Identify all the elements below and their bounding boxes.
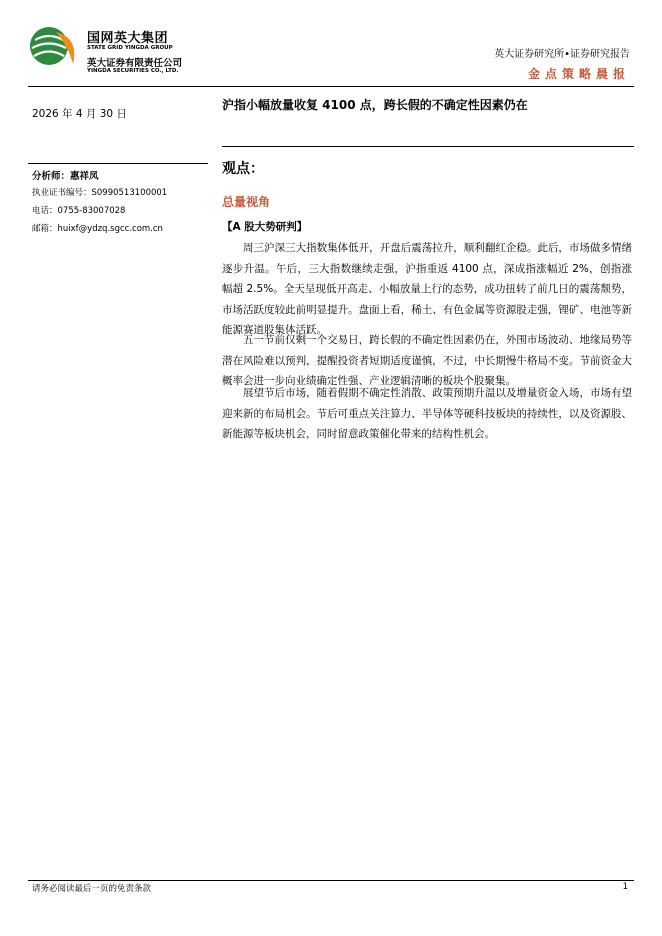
analyst-phone: 电话：0755-83007028 (32, 206, 126, 216)
logo-en-subsidiary: YINGDA SECURITIES CO., LTD. (87, 68, 179, 74)
paragraph-1: 周三沪深三大指数集体低开，开盘后震荡拉升，顺利翻红企稳。此后，市场做多情绪逐步升温。午后，三大指数继续走强，沪指重返 4100 点，深成指涨幅近 2%，创指涨幅超 2.5%。全天呈现低开高走、小幅放量上行的态势，成功扭转了前几日的震荡颓势，市场活跃度较此前明显提升。盘面上看，稀土、有色金属等资源股走强，锂矿、电池等新能源赛道股集体活跃。 (222, 242, 632, 336)
analyst-license: 执业证书编号：S0990513100001 (32, 188, 168, 198)
headline: 沪指小幅放量收复 4100 点，跨长假的不确定性因素仍在 (222, 98, 528, 112)
company-logo (29, 24, 209, 80)
analyst-name: 分析师：惠祥凤 (32, 171, 99, 182)
headline-divider (222, 146, 634, 147)
paragraph-2: 五一节前仅剩一个交易日，跨长假的不确定性因素仍在，外围市场波动、地缘局势等潜在风险难以预判，提醒投资者短期适度谨慎，不过，中长期慢牛格局不变。节前资金大概率会进一步向业绩确定性强、产业逻辑清晰的板块个股聚集。 (222, 334, 632, 387)
footer-divider (28, 880, 634, 881)
view-title: 观点： (222, 161, 264, 177)
analyst-email: 邮箱：huixf@ydzq.sgcc.com.cn (32, 224, 163, 234)
header-divider (28, 86, 634, 87)
paragraph-3: 展望节后市场，随着假期不确定性消散、政策预期升温以及增量资金入场，市场有望迎来新的布局机会。节后可重点关注算力、半导体等硬科技板块的持续性，以及资源股、新能源等板块机会，同时留意政策催化带来的结构性机会。 (222, 387, 632, 440)
logo-cn-name: 国网英大集团 (87, 31, 169, 46)
state-grid-globe-icon (29, 24, 81, 76)
footer-disclaimer: 请务必阅读最后一页的免责条款 (32, 884, 152, 894)
page-number: 1 (622, 882, 628, 892)
analyst-divider (28, 163, 208, 164)
logo-cn-subsidiary: 英大证券有限责任公司 (87, 58, 183, 69)
report-date: 2026 年 4 月 30 日 (32, 108, 127, 120)
section-tag: 【A 股大势研判】 (222, 221, 308, 233)
logo-en-name: STATE GRID YINGDA GROUP (87, 45, 173, 51)
section-title: 总量视角 (222, 195, 271, 209)
report-title: 金点策略晨报 (527, 67, 630, 81)
header-org: 英大证券研究所•证券研究报告 (494, 49, 630, 60)
